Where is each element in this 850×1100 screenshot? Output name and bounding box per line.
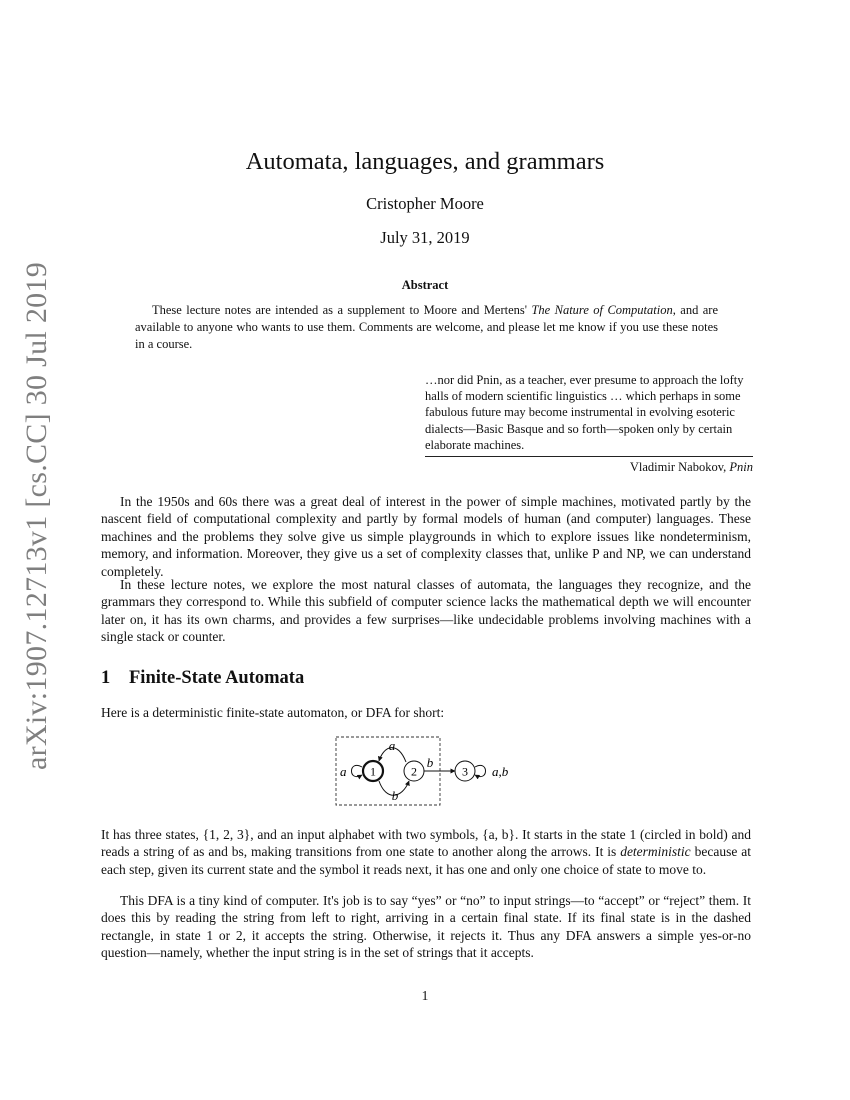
intro-paragraph-2: In these lecture notes, we explore the most natural classes of automata, the languages they recognize, and the grammars they correspond to. While this subfield of computer science lacks the mathematical depth we will encounter later on, it has its own charms, and provides a few surprises—like undecidable problems involving machines with a single stack or counter. <box>101 577 751 645</box>
self-loop-3-label: a,b <box>492 764 509 779</box>
section-paragraph-1 <box>101 826 751 878</box>
self-loop-state-3 <box>475 765 486 776</box>
edge-2-to-3-label: b <box>426 755 434 770</box>
edge-2-to-1-label: a <box>388 738 396 753</box>
paper-title: Automata, languages, and grammars <box>245 148 605 175</box>
author-name: Cristopher Moore <box>366 194 484 213</box>
emphasis-deterministic: deterministic <box>620 844 691 860</box>
section-title: Finite-State Automata <box>129 668 305 688</box>
section-number: 1 <box>101 668 111 688</box>
epigraph-quote: …nor did Pnin, as a teacher, ever presume to approach the lofty halls of modern scientific linguistics … which perhaps in some fabulous future may become instrumental in evolving esoteric dialects—Basic Basque and so forth—spoken only by certain elaborate machines. <box>425 373 744 452</box>
section-lead: Here is a deterministic finite-state automaton, or DFA for short: <box>101 705 445 720</box>
self-loop-1-label: a <box>340 764 347 779</box>
epigraph-attribution <box>425 460 753 475</box>
attribution-work: Pnin <box>729 460 753 474</box>
section-paragraph-1a: It has three states, {1, 2, 3}, and an input alphabet with two symbols, {a, b}. It starts in the state 1 (circled in bold) and reads a string of as and bs, making transitions from one state to another along the arrows. It is <box>101 827 751 860</box>
self-loop-state-1 <box>352 765 363 776</box>
dfa-diagram <box>334 735 514 809</box>
arxiv-sidebar <box>17 261 57 771</box>
epigraph-rule <box>425 456 753 457</box>
state-3-label: 3 <box>462 764 468 779</box>
book-title: The Nature of Computation <box>531 303 673 317</box>
paper-date: July 31, 2019 <box>380 228 470 247</box>
abstract-text-1: These lecture notes are intended as a supplement to Moore and Mertens' <box>152 303 532 317</box>
arxiv-identifier: arXiv:1907.12713v1 [cs.CC] 30 Jul 2019 <box>20 261 53 771</box>
section-paragraph-1b: because at each step, given its current state and the symbol it reads next, it has one and only one choice of state to move to. <box>101 844 751 877</box>
abstract-text-2: , and are available to anyone who wants to use them. Comments are welcome, and please let me know if you use these notes in a course. <box>135 303 719 351</box>
abstract-body <box>135 302 718 353</box>
state-2-label: 2 <box>411 764 417 779</box>
abstract-heading: Abstract <box>401 278 449 292</box>
state-1-label: 1 <box>370 764 376 779</box>
attribution-name: Vladimir Nabokov, <box>629 460 730 474</box>
section-heading <box>101 668 304 689</box>
intro-paragraph-1: In the 1950s and 60s there was a great deal of interest in the power of simple machines, motivated partly by the nascent field of computational complexity and partly by formal models of human (and computer) languages. These machines and the problems they solve give us simple playgrounds in which to explore issues like nondeterminism, memory, and information. Moreover, they give us a set of complexity classes that, unlike P and NP, we can understand completely. <box>101 494 751 579</box>
edge-1-to-2-label: b <box>391 788 399 803</box>
section-paragraph-2: This DFA is a tiny kind of computer. It's job is to say “yes” or “no” to input strings—to “accept” or “reject” them. It does this by reading the string from left to right, arriving in a certain final state. If its final state is in the dashed rectangle, in state 1 or 2, it accepts the string. Otherwise, it rejects it. Thus any DFA answers a simple yes-or-no question—namely, whether the input string is in the set of strings that it accepts. <box>101 893 751 961</box>
page-number: 1 <box>421 988 429 1003</box>
